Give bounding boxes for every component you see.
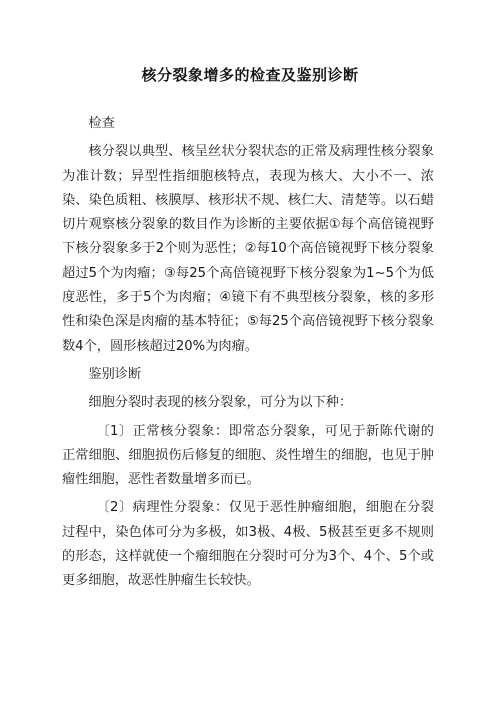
pathological-mitosis-paragraph: 〔2〕病理性分裂象：仅见于恶性肿瘤细胞，细胞在分裂过程中，染色体可分为多极，如3极、4极、5极甚至更多不规则的形态，这样就使一个瘤细胞在分裂时可分为3个、4个、5个或更多细胞，故恶性肿瘤生长较快。 — [62, 500, 434, 589]
document-body — [62, 112, 434, 594]
differential-intro-paragraph: 细胞分裂时表现的核分裂象，可分为以下种： — [88, 395, 353, 411]
section-heading-examination: 检查 — [88, 116, 115, 131]
section-heading-differential-diagnosis: 鉴别诊断 — [88, 366, 142, 382]
normal-mitosis-paragraph: 〔1〕正常核分裂象：即常态分裂象，可见于新陈代谢的正常细胞、细胞损伤后修复的细胞、炎性增生的细胞，也见于肿瘤性细胞，恶性者数量增多而已。 — [62, 423, 434, 488]
examination-paragraph: 核分裂以典型、核呈丝状分裂状态的正常及病理性核分裂象为准计数；异型性指细胞核特点，表现为核大、大小不一、浓染、染色质粗、核膜厚、核形状不规、核仁大、清楚等。以石蜡切片观察核分裂象的数目作为诊断的主要依据①每个高倍镜视野下核分裂象多于2个则为恶性；②每10个高倍镜视野下核分裂象超过5个为肉瘤；③每25个高倍镜视野下核分裂象为1~5个为低度恶性，多于5个为肉瘤；④镜下有不典型核分裂象，核的多形性和染色深是肉瘤的基本特征；⑤每25个高倍镜视野下核分裂象数4个，圆形核超过20%为肉瘤。 — [62, 144, 434, 354]
document-title: 核分裂象增多的检查及鉴别诊断 — [141, 66, 359, 84]
